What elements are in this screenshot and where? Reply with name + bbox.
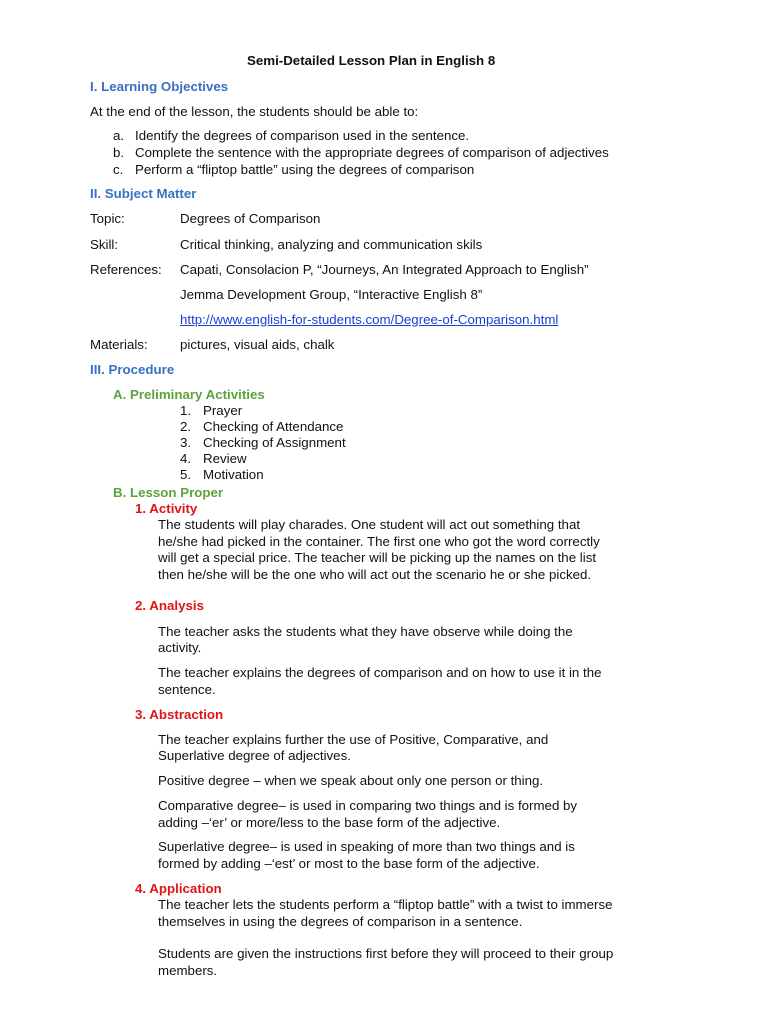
abstraction-heading: 3. Abstraction	[135, 707, 224, 722]
preliminary-marker: 3.	[180, 435, 192, 450]
reference-link[interactable]: http://www.english-for-students.com/Degree-of-Comparison.html	[180, 312, 559, 327]
page-title: Semi-Detailed Lesson Plan in English 8	[247, 53, 496, 68]
preliminary-marker: 1.	[180, 403, 192, 418]
objective-item: Complete the sentence with the appropriate degrees of comparison of adjectives	[135, 145, 609, 160]
preliminary-marker: 5.	[180, 467, 192, 482]
objectives-intro: At the end of the lesson, the students should be able to:	[90, 104, 419, 119]
analysis-text: The teacher asks the students what they have observe while doing the	[158, 624, 573, 639]
application-text: Students are given the instructions first before they will proceed to their group	[158, 946, 614, 961]
abstraction-text: formed by adding –‘est’ or most to the base form of the adjective.	[158, 856, 540, 871]
reference-item: Capati, Consolacion P, “Journeys, An Integrated Approach to English”	[180, 262, 589, 277]
preliminary-marker: 4.	[180, 451, 192, 466]
topic-value: Degrees of Comparison	[180, 211, 321, 226]
preliminary-item: Checking of Attendance	[203, 419, 344, 434]
reference-item: Jemma Development Group, “Interactive English 8”	[180, 287, 483, 302]
preliminary-item: Review	[203, 451, 247, 466]
abstraction-text: Superlative degree– is used in speaking of more than two things and is	[158, 839, 575, 854]
objective-marker: c.	[113, 162, 124, 177]
references-label: References:	[90, 262, 162, 277]
materials-value: pictures, visual aids, chalk	[180, 337, 335, 352]
application-text: members.	[158, 963, 218, 978]
abstraction-text: adding –‘er’ or more/less to the base form of the adjective.	[158, 815, 501, 830]
objective-item: Identify the degrees of comparison used in the sentence.	[135, 128, 470, 143]
activity-text: will get a special price. The teacher will be picking up the names on the list	[158, 550, 597, 565]
activity-text: then he/she will be the one who will act out the scenario he or she picked.	[158, 567, 592, 582]
skill-value: Critical thinking, analyzing and communication skils	[180, 237, 483, 252]
lesson-proper-heading: B. Lesson Proper	[113, 485, 224, 500]
preliminary-item: Checking of Assignment	[203, 435, 346, 450]
analysis-text: activity.	[158, 640, 202, 655]
activity-text: he/she had picked in the container. The first one who got the word correctly	[158, 534, 600, 549]
skill-label: Skill:	[90, 237, 119, 252]
application-heading: 4. Application	[135, 881, 222, 896]
materials-label: Materials:	[90, 337, 148, 352]
preliminary-item: Motivation	[203, 467, 264, 482]
analysis-text: The teacher explains the degrees of comparison and on how to use it in the	[158, 665, 602, 680]
application-text: themselves in using the degrees of comparison in a sentence.	[158, 914, 523, 929]
analysis-text: sentence.	[158, 682, 216, 697]
analysis-heading: 2. Analysis	[135, 598, 204, 613]
preliminary-marker: 2.	[180, 419, 192, 434]
objective-marker: a.	[113, 128, 125, 143]
objective-marker: b.	[113, 145, 125, 160]
abstraction-text: Superlative degree of adjectives.	[158, 748, 351, 763]
section-heading-objectives: I. Learning Objectives	[90, 79, 229, 94]
application-text: The teacher lets the students perform a “fliptop battle” with a twist to immerse	[158, 897, 613, 912]
preliminary-item: Prayer	[203, 403, 243, 418]
activity-heading: 1. Activity	[135, 501, 198, 516]
section-heading-procedure: III. Procedure	[90, 362, 175, 377]
preliminary-heading: A. Preliminary Activities	[113, 387, 265, 402]
abstraction-text: Positive degree – when we speak about only one person or thing.	[158, 773, 544, 788]
objective-item: Perform a “fliptop battle” using the degrees of comparison	[135, 162, 475, 177]
abstraction-text: The teacher explains further the use of Positive, Comparative, and	[158, 732, 549, 747]
topic-label: Topic:	[90, 211, 125, 226]
activity-text: The students will play charades. One student will act out something that	[158, 517, 581, 532]
abstraction-text: Comparative degree– is used in comparing two things and is formed by	[158, 798, 578, 813]
section-heading-subject-matter: II. Subject Matter	[90, 186, 197, 201]
